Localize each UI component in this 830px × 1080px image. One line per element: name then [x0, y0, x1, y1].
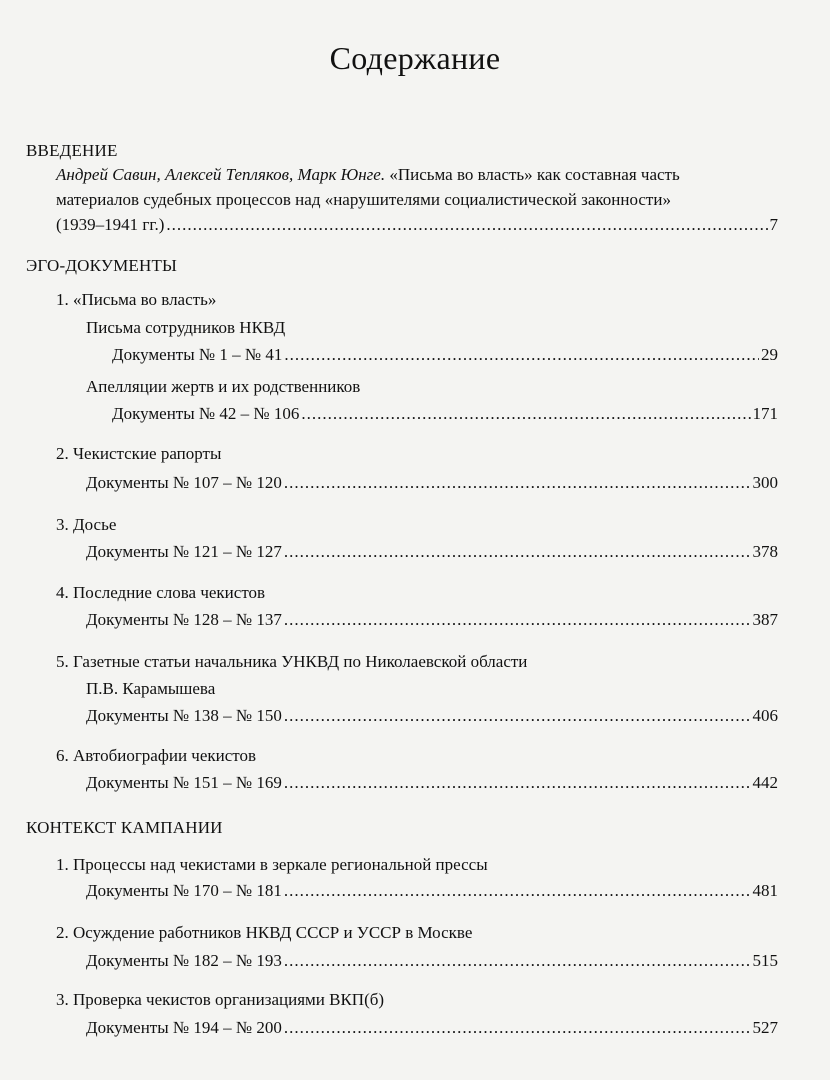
toc-entry-ego-sub1-part1 — [112, 345, 778, 365]
docs-range: Документы № 42 – № 106 — [112, 404, 300, 423]
docs-range: Документы № 1 – № 41 — [112, 345, 283, 364]
page-title: Содержание — [329, 40, 501, 76]
ego-sub5-title: 5. Газетные статьи начальника УНКВД по Николаевской области — [56, 652, 528, 671]
toc-entry-context-sub1 — [86, 881, 778, 901]
page-number: 387 — [752, 610, 778, 629]
docs-range: Документы № 107 – № 120 — [86, 473, 282, 492]
leader-dots — [284, 706, 751, 726]
leader-dots — [284, 542, 751, 562]
leader-dots — [284, 1018, 751, 1038]
docs-range: Документы № 194 – № 200 — [86, 1018, 282, 1037]
page-number: 442 — [752, 773, 778, 792]
context-sub1-title: 1. Процессы над чекистами в зеркале региональной прессы — [56, 855, 488, 874]
ego-sub5-title-2: П.В. Карамышева — [86, 679, 216, 698]
leader-dots — [166, 215, 767, 235]
ego-sub1-title: 1. «Письма во власть» — [56, 290, 217, 309]
docs-range: Документы № 151 – № 169 — [86, 773, 282, 792]
leader-dots — [284, 345, 759, 365]
toc-entry-ego-sub6 — [86, 773, 778, 793]
toc-entry-ego-sub3 — [86, 542, 778, 562]
docs-range: Документы № 182 – № 193 — [86, 951, 282, 970]
section-heading-ego: ЭГО-ДОКУМЕНТЫ — [26, 256, 178, 275]
toc-entry-ego-sub2 — [86, 473, 778, 493]
ego-sub4-title: 4. Последние слова чекистов — [56, 583, 266, 602]
ego-sub6-title: 6. Автобиографии чекистов — [56, 746, 257, 765]
docs-range: Документы № 121 – № 127 — [86, 542, 282, 561]
docs-range: Документы № 138 – № 150 — [86, 706, 282, 725]
page-number: 481 — [752, 881, 778, 900]
intro-text-line-3: (1939–1941 гг.) — [56, 215, 165, 234]
toc-entry-ego-sub1-part2 — [112, 404, 778, 424]
page-number: 527 — [752, 1018, 778, 1037]
toc-entry-intro — [56, 215, 778, 235]
page-number: 515 — [752, 951, 778, 970]
leader-dots — [301, 404, 750, 424]
intro-text-line-1: «Письма во власть» как составная часть — [389, 165, 680, 184]
toc-entry-context-sub2 — [86, 951, 778, 971]
page-number: 300 — [752, 473, 778, 492]
toc-entry-ego-sub5 — [86, 706, 778, 726]
page-number: 29 — [761, 345, 778, 364]
leader-dots — [284, 610, 751, 630]
ego-sub1-part2-title: Апелляции жертв и их родственников — [86, 377, 361, 396]
page-number: 7 — [769, 215, 778, 234]
toc-entry-context-sub3 — [86, 1018, 778, 1038]
ego-sub1-part1-title: Письма сотрудников НКВД — [86, 318, 286, 337]
ego-sub3-title: 3. Досье — [56, 515, 117, 534]
context-sub3-title: 3. Проверка чекистов организациями ВКП(б) — [56, 990, 385, 1009]
leader-dots — [284, 881, 751, 901]
intro-line-1 — [56, 165, 680, 185]
page-number: 171 — [752, 404, 778, 423]
context-sub2-title: 2. Осуждение работников НКВД СССР и УССР в Москве — [56, 923, 473, 942]
intro-text-line-2: материалов судебных процессов над «нарушителями социалистической законности» — [56, 190, 671, 209]
section-heading-intro: ВВЕДЕНИЕ — [26, 141, 118, 160]
leader-dots — [284, 773, 751, 793]
section-heading-context: КОНТЕКСТ КАМПАНИИ — [26, 818, 223, 837]
page-number: 406 — [752, 706, 778, 725]
leader-dots — [284, 473, 751, 493]
toc-entry-ego-sub4 — [86, 610, 778, 630]
docs-range: Документы № 170 – № 181 — [86, 881, 282, 900]
ego-sub2-title: 2. Чекистские рапорты — [56, 444, 222, 463]
leader-dots — [284, 951, 751, 971]
docs-range: Документы № 128 – № 137 — [86, 610, 282, 629]
intro-authors: Андрей Савин, Алексей Тепляков, Марк Юнге. — [56, 165, 386, 184]
page-number: 378 — [752, 542, 778, 561]
